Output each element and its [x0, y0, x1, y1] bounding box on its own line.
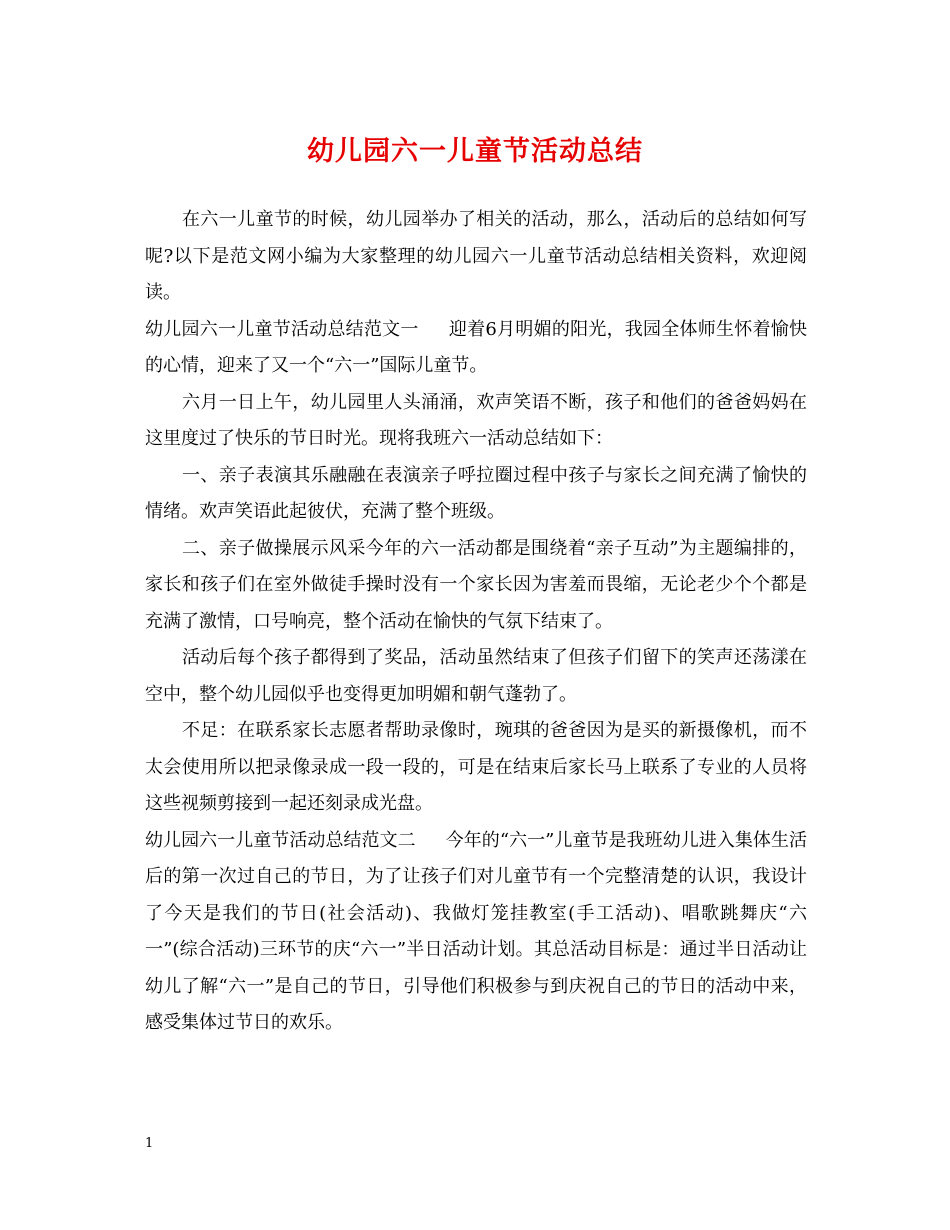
section-one-paragraph: [145, 312, 807, 385]
section-two-text: 今年的“六一”儿童节是我班幼儿进入集体生活后的第一次过自己的节日，为了让孩子们对儿童节有一个完整清楚的认识，我设计了今天是我们的节日(社会活动)、我做灯笼挂教室(手工活动)、唱歌跳舞庆“六一”(综合活动)三环节的庆“六一”半日活动计划。其总活动目标是：通过半日活动让幼儿了解“六一”是自己的节日，引导他们积极参与到庆祝自己的节日的活动中来，感受集体过节日的欢乐。: [145, 829, 808, 1033]
section-two-paragraph: [145, 823, 807, 1042]
parent-child-performance-paragraph: 一、亲子表演其乐融融在表演亲子呼拉圈过程中孩子与家长之间充满了愉快的情绪。欢声笑语此起彼伏，充满了整个班级。: [145, 464, 807, 522]
section-one-text: 迎着6月明媚的阳光，我园全体师生怀着愉快的心情，迎来了又一个“六一”国际儿童节。: [145, 318, 808, 376]
intro-paragraph: 在六一儿童节的时候，幼儿园举办了相关的活动，那么，活动后的总结如何写呢?以下是范文网小编为大家整理的幼儿园六一儿童节活动总结相关资料，欢迎阅读。: [145, 209, 807, 303]
shortcomings-paragraph: 不足：在联系家长志愿者帮助录像时，琬琪的爸爸因为是买的新摄像机，而不太会使用所以把录像录成一段一段的，可是在结束后家长马上联系了专业的人员将这些视频剪接到一起还刻录成光盘。: [145, 720, 807, 814]
page-number: 1: [145, 1136, 154, 1151]
morning-paragraph: 六月一日上午，幼儿园里人头涌涌，欢声笑语不断，孩子和他们的爸爸妈妈在这里度过了快乐的节日时光。现将我班六一活动总结如下：: [145, 391, 807, 449]
section-two-heading: 幼儿园六一儿童节活动总结范文二: [145, 829, 416, 851]
prizes-paragraph: 活动后每个孩子都得到了奖品，活动虽然结束了但孩子们留下的笑声还荡漾在空中，整个幼儿园似乎也变得更加明媚和朝气蓬勃了。: [145, 647, 807, 705]
section-one-heading: 幼儿园六一儿童节活动总结范文一: [145, 318, 419, 340]
parent-child-exercise-paragraph: 二、亲子做操展示风采今年的六一活动都是围绕着“亲子互动”为主题编排的，家长和孩子们在室外做徒手操时没有一个家长因为害羞而畏缩，无论老少个个都是充满了激情，口号响亮，整个活动在愉快的气氛下结束了。: [145, 537, 807, 632]
document-title: 幼儿园六一儿童节活动总结: [307, 136, 643, 167]
document-body: [145, 202, 807, 1042]
